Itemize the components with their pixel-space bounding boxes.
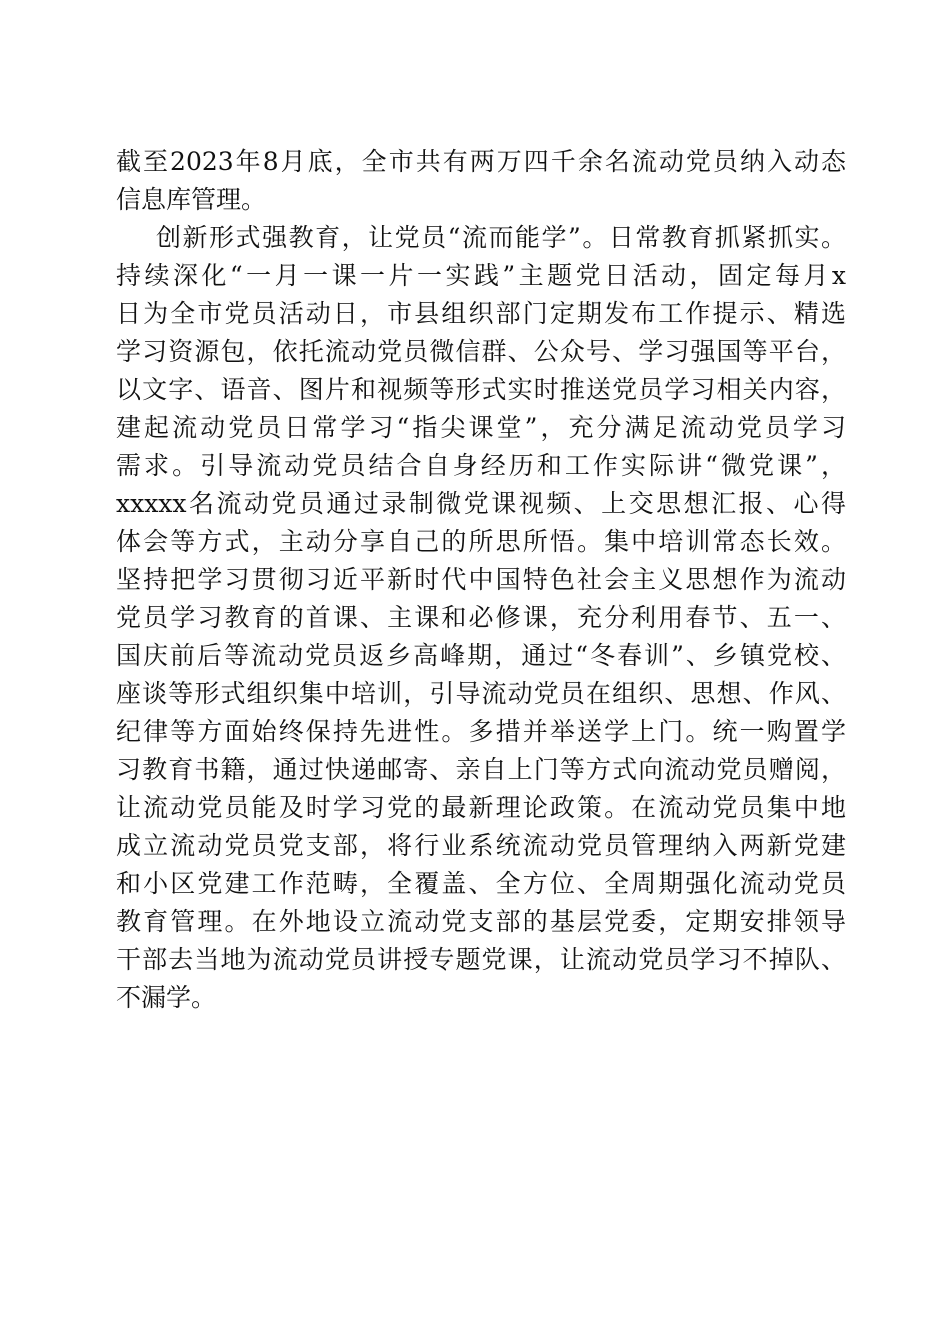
text-line-12: 坚持把学习贯彻习近平新时代中国特色社会主义思想作为流动 (116, 565, 846, 594)
text-line-1: 截至2023年8月底，全市共有两万四千余名流动党员纳入动态 (116, 147, 846, 176)
text-line-15: 座谈等形式组织集中培训，引导流动党员在组织、思想、作风、 (116, 679, 846, 708)
text-line-17: 习教育书籍，通过快递邮寄、亲自上门等方式向流动党员赠阅， (116, 755, 846, 784)
text-line-13: 党员学习教育的首课、主课和必修课，充分利用春节、五一、 (116, 603, 846, 632)
text-line-2: 信息库管理。 (116, 185, 267, 214)
text-line-10: xxxxx名流动党员通过录制微党课视频、上交思想汇报、心得 (116, 489, 846, 518)
text-line-14: 国庆前后等流动党员返乡高峰期，通过“冬春训”、乡镇党校、 (116, 641, 846, 670)
text-line-19: 成立流动党员党支部，将行业系统流动党员管理纳入两新党建 (116, 831, 846, 860)
body-text (116, 143, 846, 1017)
text-line-8: 建起流动党员日常学习“指尖课堂”，充分满足流动党员学习 (116, 413, 846, 442)
text-line-7: 以文字、语音、图片和视频等形式实时推送党员学习相关内容， (116, 375, 846, 404)
text-line-23: 不漏学。 (116, 983, 217, 1012)
text-line-16: 纪律等方面始终保持先进性。多措并举送学上门。统一购置学 (116, 717, 846, 746)
text-line-11: 体会等方式，主动分享自己的所思所悟。集中培训常态长效。 (116, 527, 846, 556)
paragraph-start-line: 创新形式强教育，让党员“流而能学”。日常教育抓紧抓实。 (156, 223, 846, 252)
text-line-21: 教育管理。在外地设立流动党支部的基层党委，定期安排领导 (116, 907, 846, 936)
text-line-20: 和小区党建工作范畴，全覆盖、全方位、全周期强化流动党员 (116, 869, 846, 898)
text-line-5: 日为全市党员活动日，市县组织部门定期发布工作提示、精选 (116, 299, 846, 328)
text-line-9: 需求。引导流动党员结合自身经历和工作实际讲“微党课”， (116, 451, 846, 480)
text-line-6: 学习资源包，依托流动党员微信群、公众号、学习强国等平台， (116, 337, 846, 366)
text-line-4: 持续深化“一月一课一片一实践”主题党日活动，固定每月x (116, 261, 846, 290)
text-line-22: 干部去当地为流动党员讲授专题党课，让流动党员学习不掉队、 (116, 945, 846, 974)
text-line-18: 让流动党员能及时学习党的最新理论政策。在流动党员集中地 (116, 793, 846, 822)
